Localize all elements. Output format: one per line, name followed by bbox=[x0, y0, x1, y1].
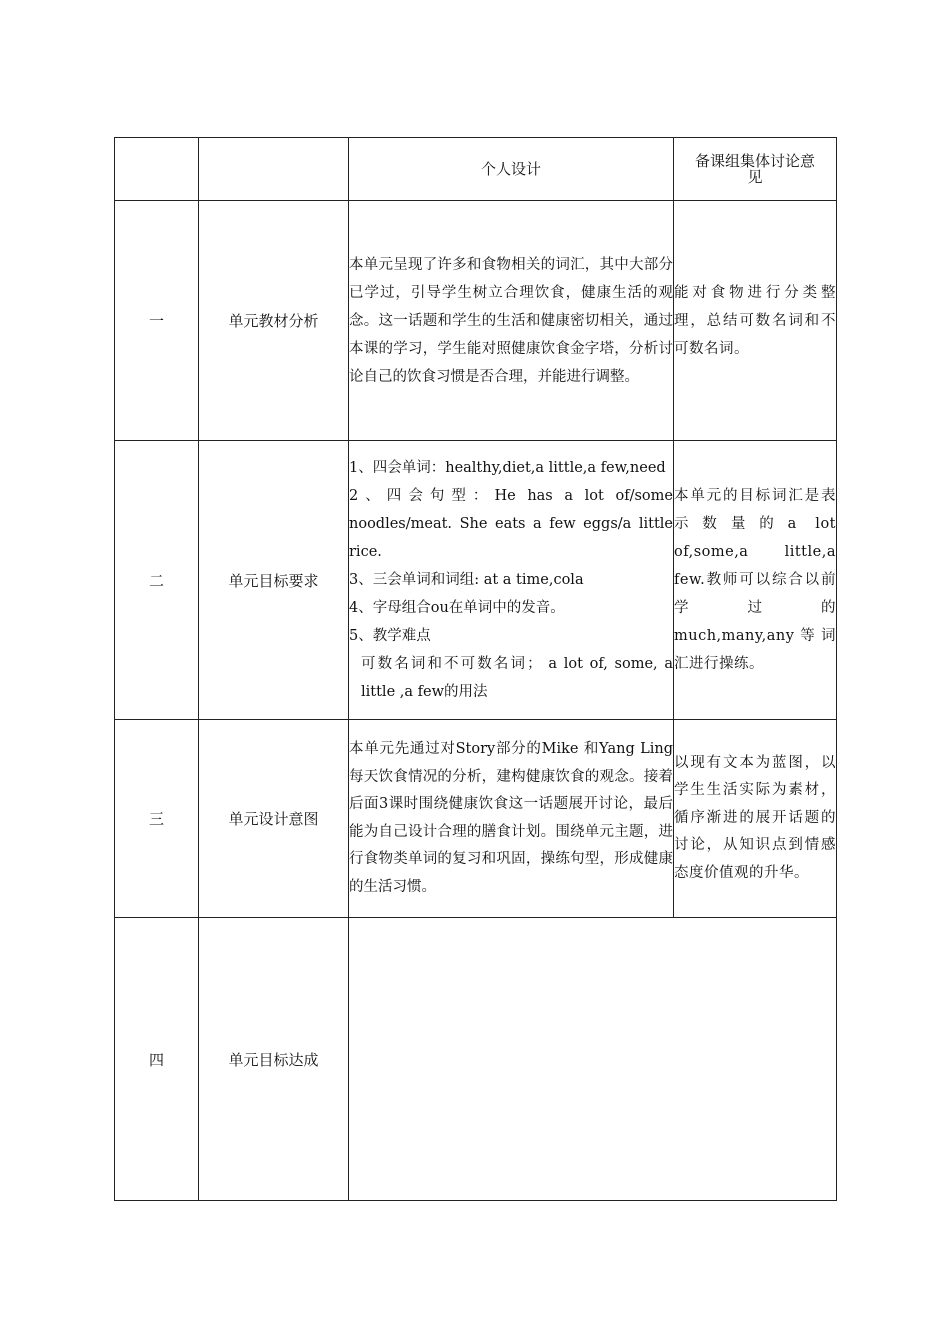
row-number: 一 bbox=[115, 201, 199, 441]
row-number: 二 bbox=[115, 441, 199, 720]
row-label: 单元目标达成 bbox=[199, 918, 349, 1201]
lesson-plan-table bbox=[114, 137, 837, 1201]
header-personal-design: 个人设计 bbox=[349, 138, 674, 201]
header-row bbox=[115, 138, 837, 201]
goal-achievement-cell[interactable] bbox=[349, 918, 837, 1201]
group-opinion-text: 能对食物进行分类整理，总结可数名词和不可数名词。 bbox=[674, 284, 836, 357]
row-number: 四 bbox=[115, 918, 199, 1201]
row-label: 单元目标要求 bbox=[199, 441, 349, 720]
group-opinion-cell bbox=[674, 720, 837, 918]
row-label: 单元教材分析 bbox=[199, 201, 349, 441]
row-number: 三 bbox=[115, 720, 199, 918]
list-item: 2、四会句型：He has a lot of/some noodles/meat. She eats a few eggs/a little rice. bbox=[349, 488, 673, 560]
table-row bbox=[115, 918, 837, 1201]
personal-design-cell bbox=[349, 441, 674, 720]
list-item: 3、三会单词和词组: at a time,cola bbox=[349, 572, 584, 588]
header-group-discussion: 备课组集体讨论意见 bbox=[674, 138, 837, 201]
header-col-number bbox=[115, 138, 199, 201]
group-opinion-cell bbox=[674, 441, 837, 720]
personal-design-cell bbox=[349, 201, 674, 441]
personal-design-text: 本单元先通过对Story部分的Mike 和Yang Ling 每天饮食情况的分析，建构健康饮食的观念。接着后面3课时围绕健康饮食这一话题展开讨论，最后能为自己设计合理的膳食计划。围绕单元主题，进行食物类单词的复习和巩固，操练句型，形成健康的生活习惯。 bbox=[349, 741, 673, 895]
list-item: 4、字母组合ou在单词中的发音。 bbox=[349, 600, 565, 616]
group-opinion-text: 本单元的目标词汇是表示数量的a lot of,some,a little,a few.教师可以综合以前学过的 much,many,any等词汇进行操练。 bbox=[674, 488, 836, 672]
list-item: 可数名词和不可数名词； a lot of, some, a little ,a few的用法 bbox=[361, 656, 673, 700]
list-item: 5、教学难点 bbox=[349, 628, 431, 644]
table-row bbox=[115, 720, 837, 918]
personal-design-list bbox=[349, 454, 673, 706]
header-col-item bbox=[199, 138, 349, 201]
group-opinion-cell bbox=[674, 201, 837, 441]
table-row bbox=[115, 441, 837, 720]
list-item: 1、四会单词：healthy,diet,a little,a few,need bbox=[349, 460, 666, 476]
row-label: 单元设计意图 bbox=[199, 720, 349, 918]
personal-design-text: 本单元呈现了许多和食物相关的词汇，其中大部分已学过，引导学生树立合理饮食，健康生活的观念。这一话题和学生的生活和健康密切相关，通过本课的学习，学生能对照健康饮食金字塔，分析讨论自己的饮食习惯是否合理，并能进行调整。 bbox=[349, 256, 673, 385]
group-opinion-text: 以现有文本为蓝图，以学生生活实际为素材，循序渐进的展开话题的讨论，从知识点到情感态度价值观的升华。 bbox=[674, 754, 836, 881]
table-row bbox=[115, 201, 837, 441]
personal-design-cell bbox=[349, 720, 674, 918]
